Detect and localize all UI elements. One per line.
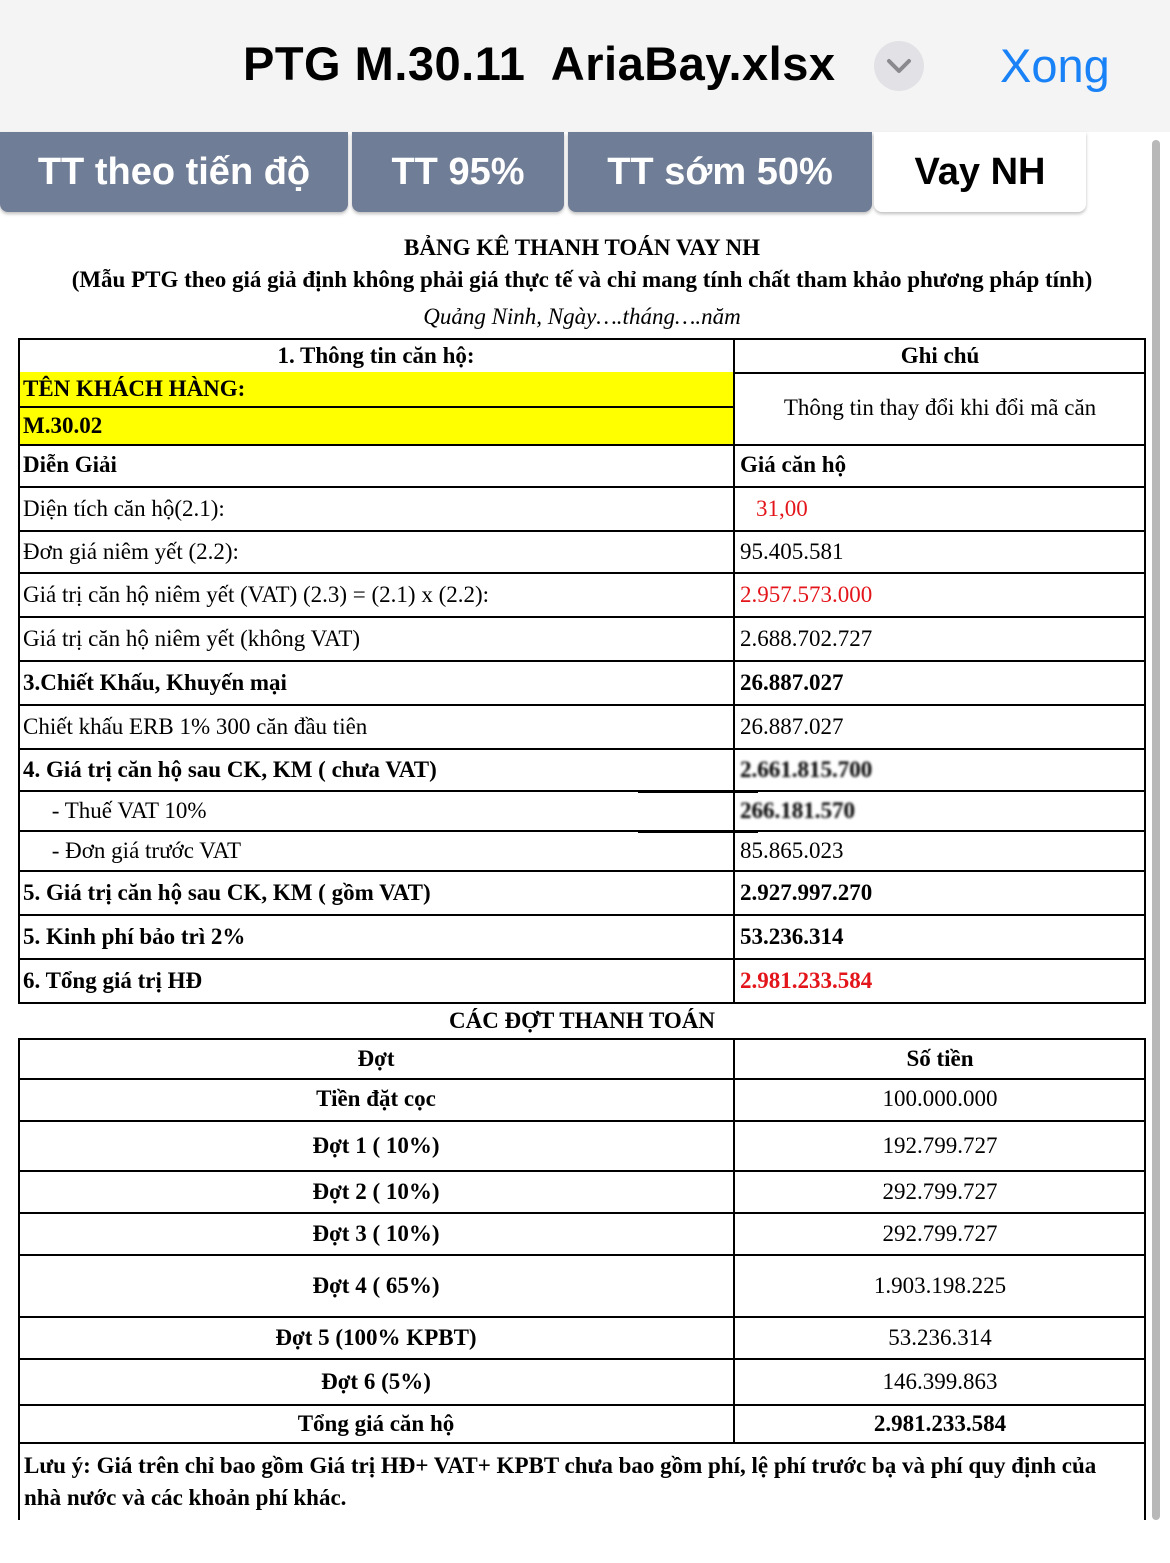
price-header[interactable]: Giá căn hộ (740, 452, 847, 477)
tab-tt-theo-tien-do[interactable]: TT theo tiến độ (0, 132, 348, 212)
row-value[interactable]: 2.688.702.727 (740, 626, 873, 651)
tab-tt-95[interactable]: TT 95% (352, 132, 564, 212)
row-value[interactable]: 2.927.997.270 (740, 880, 873, 905)
total-label[interactable]: Tổng giá căn hộ (297, 1411, 455, 1436)
row-value[interactable]: 85.865.023 (740, 838, 844, 863)
payment-phase[interactable]: Đợt 2 ( 10%) (312, 1179, 440, 1204)
row-value[interactable]: 53.236.314 (740, 924, 844, 949)
description-header[interactable]: Diễn Giải (23, 452, 117, 477)
payment-phase[interactable]: Tiền đặt cọc (316, 1086, 436, 1111)
payment-phase[interactable]: Đợt 5 (100% KPBT) (275, 1325, 477, 1350)
section-1-label[interactable]: 1. Thông tin căn hộ: (277, 343, 475, 368)
row-value[interactable]: 95.405.581 (740, 539, 844, 564)
row-value-obscured[interactable]: 2.661.815.700 (740, 757, 873, 782)
row-value[interactable]: 2.981.233.584 (740, 968, 873, 993)
row-label[interactable]: Diện tích căn hộ(2.1): (23, 496, 225, 521)
row-value[interactable]: 26.887.027 (740, 714, 844, 739)
footnote: Lưu ý: Giá trên chỉ bao gồm Giá trị HĐ+ VAT+ KPBT chưa bao gồm phí, lệ phí trước bạ và phí quy định của nhà nước và các khoản phí khác. (24, 1453, 1097, 1510)
done-button[interactable]: Xong (1000, 39, 1110, 92)
table-border (18, 1038, 20, 1444)
row-label[interactable]: - Thuế VAT 10% (23, 798, 207, 823)
note-header[interactable]: Ghi chú (900, 343, 980, 368)
column-divider (733, 338, 735, 1004)
sheet-subtitle: (Mẫu PTG theo giá giả định không phải giá thực tế và chỉ mang tính chất tham khảo phương pháp tính) (71, 267, 1093, 292)
payment-amount[interactable]: 100.000.000 (882, 1086, 998, 1111)
table-border (18, 338, 20, 1004)
row-label[interactable]: 3.Chiết Khấu, Khuyến mại (23, 670, 287, 695)
table-border (1144, 338, 1146, 1004)
row-value[interactable]: 2.957.573.000 (740, 582, 873, 607)
row-label[interactable]: 6. Tổng giá trị HĐ (23, 968, 203, 993)
payment-amount[interactable]: 292.799.727 (882, 1179, 998, 1204)
redaction-mark (638, 790, 758, 793)
row-label[interactable]: - Đơn giá trước VAT (23, 838, 242, 863)
unit-code[interactable]: M.30.02 (18, 408, 734, 444)
spreadsheet (18, 232, 1146, 1522)
row-label[interactable]: Chiết khấu ERB 1% 300 căn đầu tiên (23, 714, 368, 739)
payment-phase[interactable]: Đợt 3 ( 10%) (312, 1221, 440, 1246)
redaction-mark (638, 830, 758, 833)
payment-amount[interactable]: 1.903.198.225 (873, 1273, 1007, 1298)
table-border (1144, 1038, 1146, 1444)
payment-phase[interactable]: Đợt 1 ( 10%) (312, 1133, 440, 1158)
sheet-title: BẢNG KÊ THANH TOÁN VAY NH (404, 235, 760, 260)
row-value-obscured[interactable]: 266.181.570 (740, 798, 855, 823)
row-label[interactable]: Giá trị căn hộ niêm yết (không VAT) (23, 626, 361, 651)
note-text[interactable]: Thông tin thay đổi khi đổi mã căn (783, 395, 1097, 420)
payments-amount-header[interactable]: Số tiền (906, 1046, 974, 1071)
tab-tt-som-50[interactable]: TT sớm 50% (568, 132, 872, 212)
row-label[interactable]: Giá trị căn hộ niêm yết (VAT) (2.3) = (2.1) x (2.2): (23, 582, 490, 607)
row-label[interactable]: 5. Kinh phí bảo trì 2% (23, 924, 246, 949)
total-value[interactable]: 2.981.233.584 (873, 1411, 1007, 1436)
row-value[interactable]: 26.887.027 (740, 670, 844, 695)
payment-amount[interactable]: 146.399.863 (882, 1369, 998, 1394)
row-value[interactable]: 31,00 (756, 496, 808, 521)
row-label[interactable]: Đơn giá niêm yết (2.2): (23, 539, 239, 564)
payment-phase[interactable]: Đợt 6 (5%) (321, 1369, 431, 1394)
tab-vay-nh[interactable]: Vay NH (874, 132, 1086, 212)
payment-amount[interactable]: 53.236.314 (888, 1325, 992, 1350)
payments-phase-header[interactable]: Đợt (357, 1046, 395, 1071)
row-label[interactable]: 5. Giá trị căn hộ sau CK, KM ( gồm VAT) (23, 880, 431, 905)
payment-amount[interactable]: 292.799.727 (882, 1221, 998, 1246)
file-name: PTG M.30.11 AriaBay.xlsx (243, 37, 836, 90)
payments-title: CÁC ĐỢT THANH TOÁN (448, 1008, 716, 1033)
chevron-down-icon (874, 41, 924, 91)
customer-name-label[interactable]: TÊN KHÁCH HÀNG: (18, 372, 734, 408)
payment-amount[interactable]: 192.799.727 (882, 1133, 998, 1158)
place-date: Quảng Ninh, Ngày….tháng….năm (423, 304, 741, 329)
file-menu-button[interactable] (874, 41, 924, 91)
vertical-scrollbar[interactable] (1152, 140, 1160, 1520)
payment-phase[interactable]: Đợt 4 ( 65%) (312, 1273, 440, 1298)
column-divider (733, 1038, 735, 1444)
row-label[interactable]: 4. Giá trị căn hộ sau CK, KM ( chưa VAT) (23, 757, 437, 782)
